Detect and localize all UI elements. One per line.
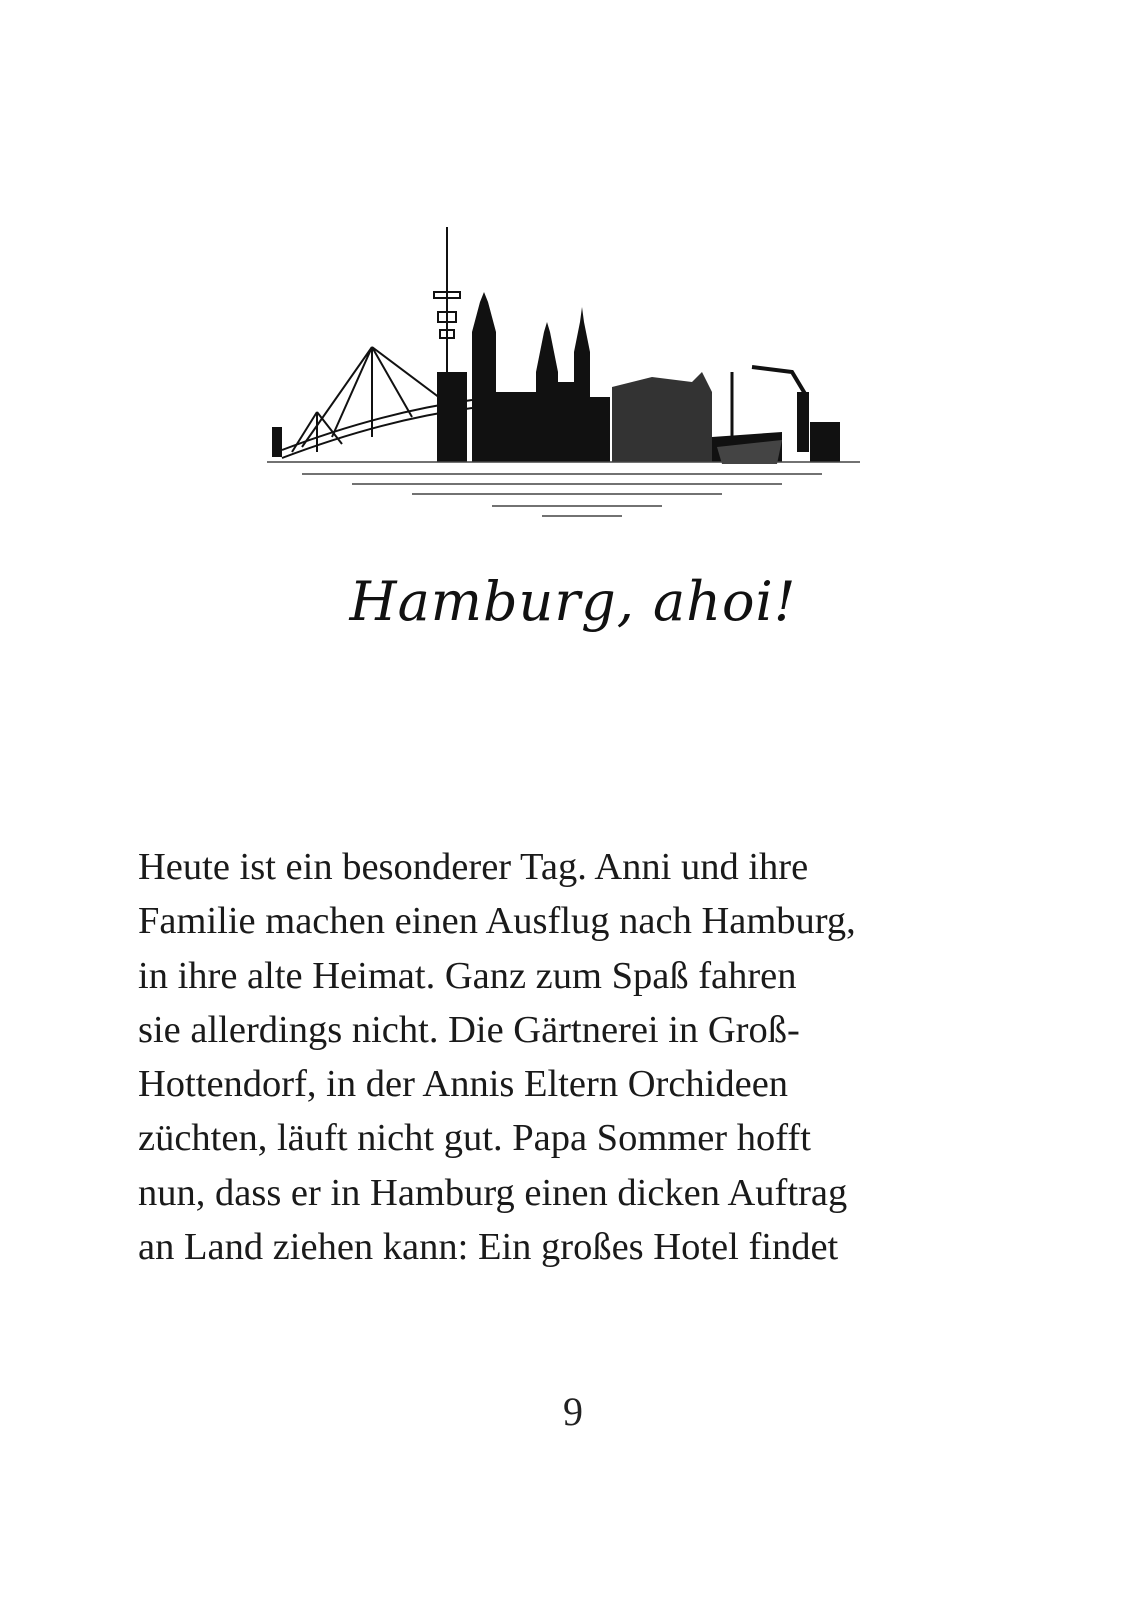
text-line: sie allerdings nicht. Die Gärtnerei in Groß- [138, 1008, 800, 1051]
text-line: nun, dass er in Hamburg einen dicken Auftrag [138, 1171, 848, 1214]
text-line: an Land ziehen kann: Ein großes Hotel findet [138, 1226, 839, 1269]
text-line: Familie machen einen Ausflug nach Hamburg, [138, 900, 856, 943]
text-line: Hottendorf, in der Annis Eltern Orchideen [138, 1063, 789, 1106]
body-text [138, 840, 998, 1274]
chapter-title: Hamburg, ahoi! [349, 570, 797, 633]
text-line: Heute ist ein besonderer Tag. Anni und ihre [138, 846, 809, 888]
text-line: züchten, läuft nicht gut. Papa Sommer hofft [138, 1117, 811, 1160]
hamburg-skyline-illustration [262, 222, 864, 522]
page-number: 9 [563, 1389, 583, 1434]
text-line: in ihre alte Heimat. Ganz zum Spaß fahren [138, 954, 797, 997]
